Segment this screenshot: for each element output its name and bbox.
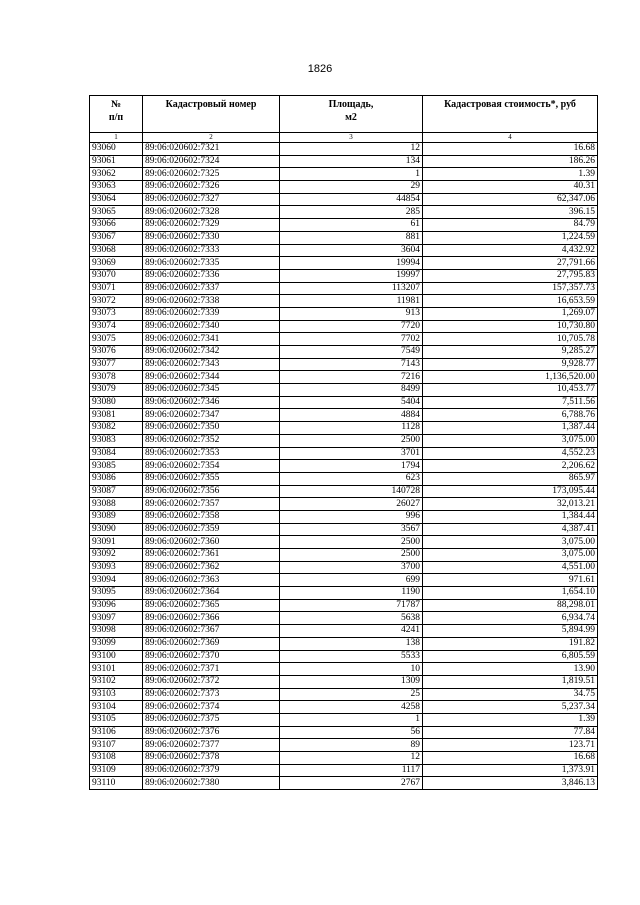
row-number: 93084: [90, 447, 143, 460]
header-cadastral-text: Кадастровый номер: [165, 99, 257, 110]
row-number: 93093: [90, 561, 143, 574]
cadastral-number: 89:06:020602:7370: [143, 650, 280, 663]
table-row: [90, 663, 598, 676]
cost-value: 1,136,520.00: [423, 371, 598, 384]
cadastral-number: 89:06:020602:7337: [143, 282, 280, 295]
row-number: 93090: [90, 523, 143, 536]
cost-value: 40.31: [423, 181, 598, 194]
cadastral-table: [89, 95, 598, 790]
row-number: 93072: [90, 295, 143, 308]
cost-value: 191.82: [423, 637, 598, 650]
table-body: [90, 143, 598, 790]
area-value: 7702: [280, 333, 423, 346]
area-value: 4241: [280, 625, 423, 638]
row-number: 93094: [90, 574, 143, 587]
cadastral-number: 89:06:020602:7333: [143, 244, 280, 257]
cost-value: 1,654.10: [423, 587, 598, 600]
cadastral-number: 89:06:020602:7336: [143, 269, 280, 282]
area-value: 44854: [280, 193, 423, 206]
cost-value: 123.71: [423, 739, 598, 752]
cost-value: 1,224.59: [423, 231, 598, 244]
row-number: 93063: [90, 181, 143, 194]
row-number: 93088: [90, 498, 143, 511]
row-number: 93100: [90, 650, 143, 663]
cost-value: 6,934.74: [423, 612, 598, 625]
row-number: 93089: [90, 510, 143, 523]
cost-value: 4,387.41: [423, 523, 598, 536]
area-value: 1: [280, 713, 423, 726]
row-number: 93092: [90, 549, 143, 562]
cost-value: 16,653.59: [423, 295, 598, 308]
cost-value: 1.39: [423, 713, 598, 726]
cadastral-number: 89:06:020602:7341: [143, 333, 280, 346]
cadastral-number: 89:06:020602:7327: [143, 193, 280, 206]
table-row: [90, 320, 598, 333]
cadastral-number: 89:06:020602:7344: [143, 371, 280, 384]
cadastral-number: 89:06:020602:7374: [143, 701, 280, 714]
header-row: [90, 96, 598, 133]
cadastral-number: 89:06:020602:7379: [143, 764, 280, 777]
area-value: 1128: [280, 422, 423, 435]
table-row: [90, 447, 598, 460]
row-number: 93107: [90, 739, 143, 752]
cost-value: 6,805.59: [423, 650, 598, 663]
cost-value: 77.84: [423, 726, 598, 739]
table-row: [90, 168, 598, 181]
cost-value: 1,269.07: [423, 307, 598, 320]
table-row: [90, 244, 598, 257]
cost-value: 1,373.91: [423, 764, 598, 777]
row-number: 93081: [90, 409, 143, 422]
cost-value: 27,791.66: [423, 257, 598, 270]
area-value: 7216: [280, 371, 423, 384]
area-value: 3700: [280, 561, 423, 574]
area-value: 996: [280, 510, 423, 523]
cost-value: 4,552.23: [423, 447, 598, 460]
table-row: [90, 257, 598, 270]
table-row: [90, 143, 598, 156]
cadastral-number: 89:06:020602:7357: [143, 498, 280, 511]
area-value: 138: [280, 637, 423, 650]
table-row: [90, 650, 598, 663]
row-number: 93067: [90, 231, 143, 244]
cost-value: 7,511.56: [423, 396, 598, 409]
area-value: 1117: [280, 764, 423, 777]
cost-value: 5,894.99: [423, 625, 598, 638]
cadastral-number: 89:06:020602:7369: [143, 637, 280, 650]
cadastral-number: 89:06:020602:7376: [143, 726, 280, 739]
row-number: 93069: [90, 257, 143, 270]
area-value: 2500: [280, 434, 423, 447]
row-number: 93061: [90, 155, 143, 168]
row-number: 93102: [90, 675, 143, 688]
column-number: 2: [143, 133, 280, 143]
table-row: [90, 739, 598, 752]
row-number: 93078: [90, 371, 143, 384]
row-number: 93091: [90, 536, 143, 549]
column-number: 4: [423, 133, 598, 143]
table-row: [90, 675, 598, 688]
cadastral-number: 89:06:020602:7365: [143, 599, 280, 612]
area-value: 7720: [280, 320, 423, 333]
table-row: [90, 460, 598, 473]
area-value: 4258: [280, 701, 423, 714]
table-row: [90, 688, 598, 701]
row-number: 93077: [90, 358, 143, 371]
cadastral-number: 89:06:020602:7362: [143, 561, 280, 574]
cadastral-number: 89:06:020602:7339: [143, 307, 280, 320]
table-row: [90, 561, 598, 574]
table-row: [90, 637, 598, 650]
area-value: 26027: [280, 498, 423, 511]
cost-value: 10,453.77: [423, 384, 598, 397]
cadastral-number: 89:06:020602:7380: [143, 777, 280, 790]
area-value: 2500: [280, 549, 423, 562]
area-value: 1190: [280, 587, 423, 600]
cadastral-number: 89:06:020602:7347: [143, 409, 280, 422]
table-row: [90, 599, 598, 612]
cadastral-number: 89:06:020602:7359: [143, 523, 280, 536]
cost-value: 396.15: [423, 206, 598, 219]
row-number: 93064: [90, 193, 143, 206]
header-cost-text: Кадастровая стоимость*, руб: [444, 99, 576, 110]
area-value: 1309: [280, 675, 423, 688]
area-value: 285: [280, 206, 423, 219]
area-value: 3567: [280, 523, 423, 536]
cadastral-number: 89:06:020602:7371: [143, 663, 280, 676]
cadastral-number: 89:06:020602:7361: [143, 549, 280, 562]
header-no: [90, 96, 143, 133]
table-row: [90, 346, 598, 359]
row-number: 93066: [90, 219, 143, 232]
row-number: 93071: [90, 282, 143, 295]
cadastral-number: 89:06:020602:7328: [143, 206, 280, 219]
table-row: [90, 625, 598, 638]
cadastral-number: 89:06:020602:7329: [143, 219, 280, 232]
cadastral-number: 89:06:020602:7343: [143, 358, 280, 371]
row-number: 93095: [90, 587, 143, 600]
area-value: 3604: [280, 244, 423, 257]
table-row: [90, 434, 598, 447]
table-row: [90, 358, 598, 371]
area-value: 12: [280, 752, 423, 765]
table-row: [90, 193, 598, 206]
area-value: 11981: [280, 295, 423, 308]
area-value: 3701: [280, 447, 423, 460]
area-value: 623: [280, 472, 423, 485]
area-value: 8499: [280, 384, 423, 397]
cost-value: 1.39: [423, 168, 598, 181]
table-row: [90, 371, 598, 384]
area-value: 5638: [280, 612, 423, 625]
area-value: 4884: [280, 409, 423, 422]
cost-value: 3,075.00: [423, 434, 598, 447]
row-number: 93070: [90, 269, 143, 282]
cadastral-number: 89:06:020602:7352: [143, 434, 280, 447]
cost-value: 9,928.77: [423, 358, 598, 371]
table-row: [90, 269, 598, 282]
cost-value: 5,237.34: [423, 701, 598, 714]
row-number: 93096: [90, 599, 143, 612]
cost-value: 16.68: [423, 143, 598, 156]
table-row: [90, 726, 598, 739]
cadastral-number: 89:06:020602:7377: [143, 739, 280, 752]
area-value: 5404: [280, 396, 423, 409]
cadastral-number: 89:06:020602:7360: [143, 536, 280, 549]
area-value: 29: [280, 181, 423, 194]
row-number: 93103: [90, 688, 143, 701]
row-number: 93073: [90, 307, 143, 320]
cost-value: 4,551.00: [423, 561, 598, 574]
table-row: [90, 701, 598, 714]
cost-value: 6,788.76: [423, 409, 598, 422]
cadastral-number: 89:06:020602:7372: [143, 675, 280, 688]
cadastral-number: 89:06:020602:7338: [143, 295, 280, 308]
area-value: 5533: [280, 650, 423, 663]
table-row: [90, 295, 598, 308]
area-value: 1: [280, 168, 423, 181]
area-value: 56: [280, 726, 423, 739]
cadastral-number: 89:06:020602:7356: [143, 485, 280, 498]
table-row: [90, 422, 598, 435]
row-number: 93080: [90, 396, 143, 409]
header-area: [280, 96, 423, 133]
row-number: 93082: [90, 422, 143, 435]
row-number: 93074: [90, 320, 143, 333]
table-row: [90, 764, 598, 777]
area-value: 1794: [280, 460, 423, 473]
row-number: 93104: [90, 701, 143, 714]
area-value: 2767: [280, 777, 423, 790]
header-cadastral: [143, 96, 280, 133]
header-area-text: Площадь, м2: [328, 99, 374, 123]
cost-value: 16.68: [423, 752, 598, 765]
header-no-text: № п/п: [108, 99, 124, 123]
area-value: 7549: [280, 346, 423, 359]
cost-value: 10,705.78: [423, 333, 598, 346]
table-row: [90, 307, 598, 320]
table-row: [90, 777, 598, 790]
table-row: [90, 384, 598, 397]
table-row: [90, 498, 598, 511]
row-number: 93110: [90, 777, 143, 790]
cadastral-number: 89:06:020602:7325: [143, 168, 280, 181]
table-row: [90, 231, 598, 244]
cadastral-number: 89:06:020602:7364: [143, 587, 280, 600]
table-row: [90, 523, 598, 536]
cadastral-number: 89:06:020602:7330: [143, 231, 280, 244]
cadastral-number: 89:06:020602:7358: [143, 510, 280, 523]
cadastral-number: 89:06:020602:7373: [143, 688, 280, 701]
table-row: [90, 549, 598, 562]
area-value: 134: [280, 155, 423, 168]
area-value: 25: [280, 688, 423, 701]
column-number: 1: [90, 133, 143, 143]
row-number: 93099: [90, 637, 143, 650]
row-number: 93075: [90, 333, 143, 346]
area-value: 140728: [280, 485, 423, 498]
table-row: [90, 333, 598, 346]
area-value: 913: [280, 307, 423, 320]
column-number-row: [90, 133, 598, 143]
cadastral-number: 89:06:020602:7335: [143, 257, 280, 270]
table-row: [90, 206, 598, 219]
cadastral-number: 89:06:020602:7326: [143, 181, 280, 194]
row-number: 93060: [90, 143, 143, 156]
row-number: 93085: [90, 460, 143, 473]
cost-value: 3,846.13: [423, 777, 598, 790]
cost-value: 1,819.51: [423, 675, 598, 688]
cost-value: 27,795.83: [423, 269, 598, 282]
cadastral-number: 89:06:020602:7350: [143, 422, 280, 435]
row-number: 93068: [90, 244, 143, 257]
cadastral-number: 89:06:020602:7345: [143, 384, 280, 397]
cadastral-number: 89:06:020602:7363: [143, 574, 280, 587]
row-number: 93079: [90, 384, 143, 397]
table-row: [90, 181, 598, 194]
cost-value: 1,384.44: [423, 510, 598, 523]
area-value: 89: [280, 739, 423, 752]
table-row: [90, 510, 598, 523]
table-row: [90, 587, 598, 600]
cost-value: 3,075.00: [423, 536, 598, 549]
area-value: 61: [280, 219, 423, 232]
cost-value: 157,357.73: [423, 282, 598, 295]
row-number: 93101: [90, 663, 143, 676]
cadastral-number: 89:06:020602:7324: [143, 155, 280, 168]
area-value: 881: [280, 231, 423, 244]
cost-value: 1,387.44: [423, 422, 598, 435]
cost-value: 9,285.27: [423, 346, 598, 359]
row-number: 93105: [90, 713, 143, 726]
cost-value: 32,013.21: [423, 498, 598, 511]
area-value: 7143: [280, 358, 423, 371]
table-row: [90, 396, 598, 409]
table-row: [90, 472, 598, 485]
row-number: 93098: [90, 625, 143, 638]
table-row: [90, 409, 598, 422]
cost-value: 186.26: [423, 155, 598, 168]
table-row: [90, 752, 598, 765]
table-row: [90, 536, 598, 549]
cost-value: 4,432.92: [423, 244, 598, 257]
area-value: 71787: [280, 599, 423, 612]
cost-value: 2,206.62: [423, 460, 598, 473]
table-row: [90, 155, 598, 168]
area-value: 2500: [280, 536, 423, 549]
row-number: 93097: [90, 612, 143, 625]
row-number: 93106: [90, 726, 143, 739]
header-cost: [423, 96, 598, 133]
cost-value: 3,075.00: [423, 549, 598, 562]
cost-value: 34.75: [423, 688, 598, 701]
area-value: 19997: [280, 269, 423, 282]
row-number: 93083: [90, 434, 143, 447]
cadastral-number: 89:06:020602:7354: [143, 460, 280, 473]
page-number: 1826: [307, 63, 333, 75]
cadastral-number: 89:06:020602:7375: [143, 713, 280, 726]
table-row: [90, 485, 598, 498]
cost-value: 62,347.06: [423, 193, 598, 206]
cadastral-number: 89:06:020602:7353: [143, 447, 280, 460]
area-value: 699: [280, 574, 423, 587]
area-value: 10: [280, 663, 423, 676]
table-row: [90, 219, 598, 232]
cost-value: 10,730.80: [423, 320, 598, 333]
cadastral-number: 89:06:020602:7367: [143, 625, 280, 638]
cadastral-number: 89:06:020602:7321: [143, 143, 280, 156]
cost-value: 971.61: [423, 574, 598, 587]
table-row: [90, 282, 598, 295]
table-row: [90, 612, 598, 625]
cadastral-number: 89:06:020602:7346: [143, 396, 280, 409]
row-number: 93087: [90, 485, 143, 498]
table-row: [90, 574, 598, 587]
cadastral-number: 89:06:020602:7342: [143, 346, 280, 359]
cadastral-number: 89:06:020602:7355: [143, 472, 280, 485]
cadastral-number: 89:06:020602:7366: [143, 612, 280, 625]
row-number: 93108: [90, 752, 143, 765]
row-number: 93109: [90, 764, 143, 777]
column-number: 3: [280, 133, 423, 143]
table-row: [90, 713, 598, 726]
cadastral-number: 89:06:020602:7340: [143, 320, 280, 333]
cost-value: 173,095.44: [423, 485, 598, 498]
cost-value: 88,298.01: [423, 599, 598, 612]
row-number: 93076: [90, 346, 143, 359]
cost-value: 865.97: [423, 472, 598, 485]
row-number: 93062: [90, 168, 143, 181]
row-number: 93065: [90, 206, 143, 219]
cost-value: 84.79: [423, 219, 598, 232]
area-value: 113207: [280, 282, 423, 295]
area-value: 19994: [280, 257, 423, 270]
cost-value: 13.90: [423, 663, 598, 676]
area-value: 12: [280, 143, 423, 156]
cadastral-number: 89:06:020602:7378: [143, 752, 280, 765]
row-number: 93086: [90, 472, 143, 485]
